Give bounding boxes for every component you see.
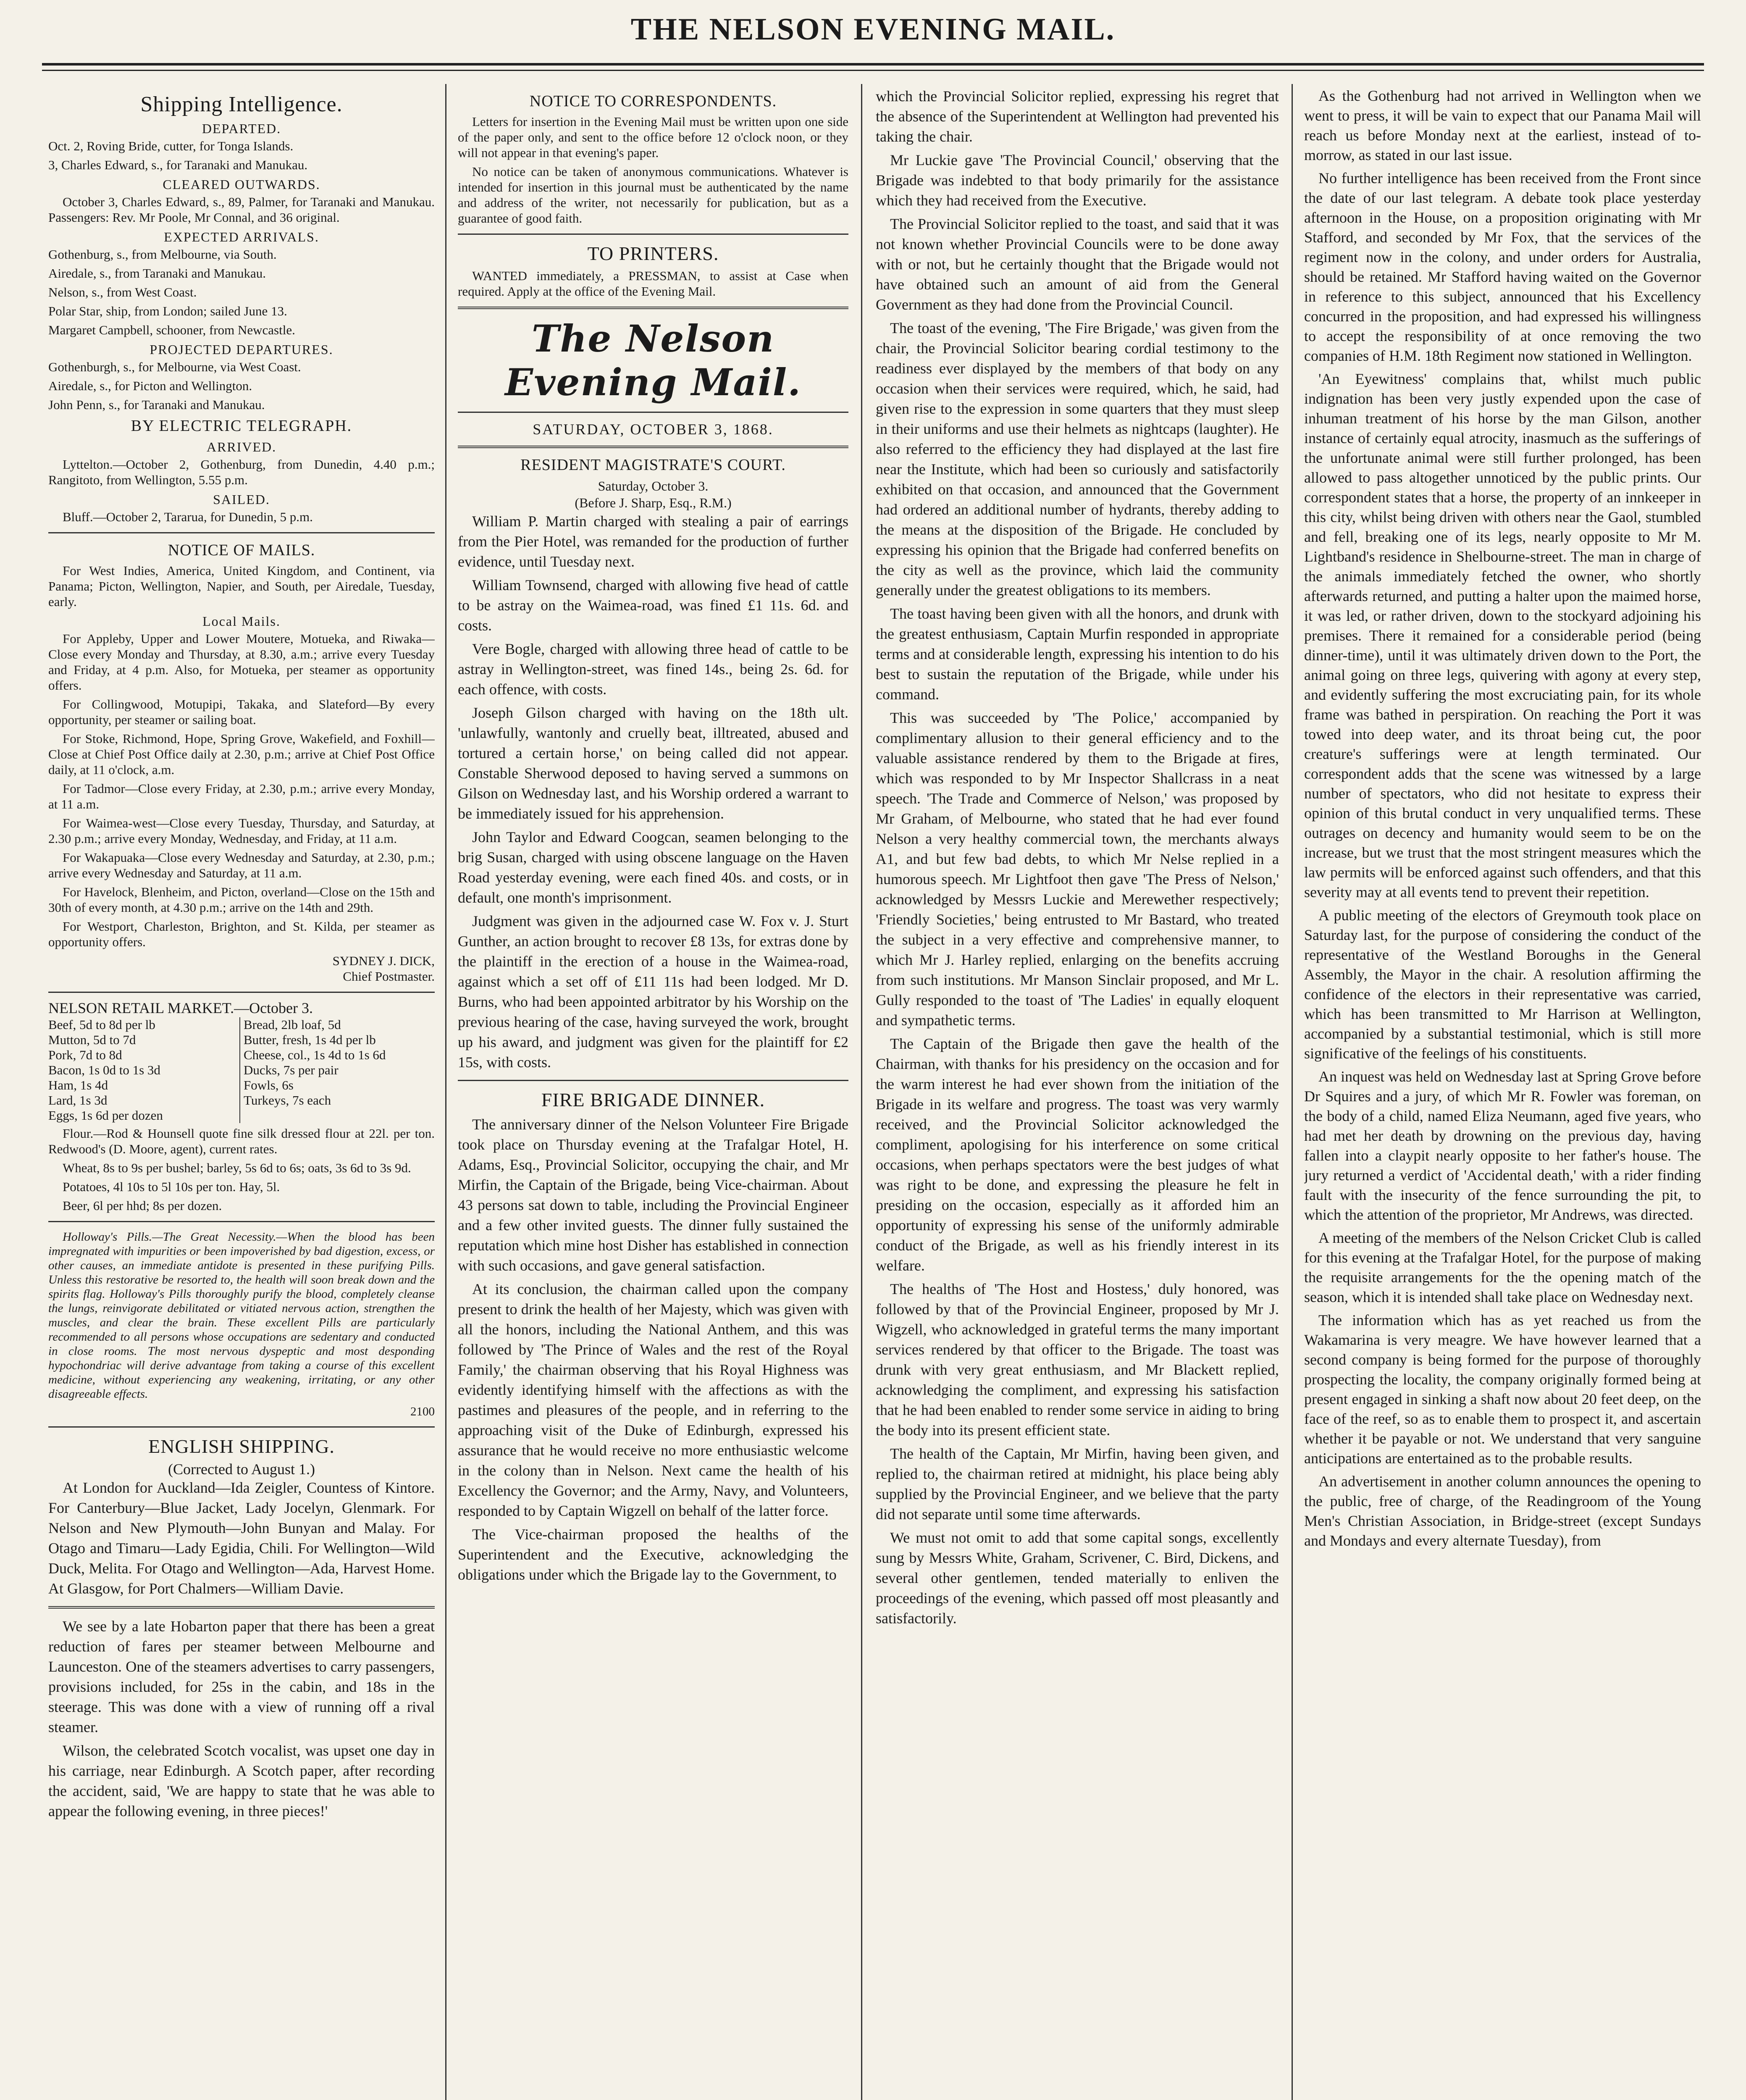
mail-item: For Waimea-west—Close every Tuesday, Thursday, and Saturday, at 2.30 p.m.; arrive every Monday, Wednesday, and Friday, at 11 a.m. <box>48 816 435 846</box>
dateline: SATURDAY, OCTOBER 3, 1868. <box>533 421 774 438</box>
article-paragraph: Mr Luckie gave 'The Provincial Council,' observing that the Brigade was indebted to that body primarily for the assistance which they had received from the Executive. <box>876 152 1279 209</box>
english-shipping-sub: (Corrected to August 1.) <box>168 1461 315 1478</box>
news-paragraph: As the Gothenburg had not arrived in Wellington when we went to press, it will be vain to expect that our Panama Mail will reach us before Monday next at the earliest, instead of to-morrow, as stated in our last issue. <box>1304 87 1701 163</box>
news-paragraph: No further intelligence has been received from the Front since the date of our last telegram. A debate took place yesterday afternoon in the House, on a proposition originating with Mr Stafford, and seconded by Mr Fox, that the services of the regiment now in the colony, and under orders for Australia, should be retained. Mr Stafford having waited on the Governor in reference to this subject, announced that his Excellency concurred in the proposition, and had expressed his willingness to accept the responsibility of at once removing the two companies of H.M. 18th Regiment now stationed in Wellington. <box>1304 170 1701 364</box>
local-mails-list <box>48 631 435 950</box>
projected-list <box>48 359 435 412</box>
notice-text: Letters for insertion in the Evening Mail must be written upon one side of the paper only, and sent to the office before 12 o'clock noon, or they will not appear in that evening's paper. <box>458 114 848 160</box>
fire-brigade-continued <box>876 86 1279 1628</box>
fire-brigade-report <box>458 1114 848 1585</box>
market-cell: Butter, fresh, 1s 4d per lb <box>239 1032 435 1047</box>
departed-heading: DEPARTED. <box>202 121 281 136</box>
mail-item: For Westport, Charleston, Brighton, and St. Kilda, per steamer as opportunity offers. <box>48 919 435 949</box>
market-row <box>48 1017 435 1032</box>
column-1 <box>48 86 435 2100</box>
advert-number: 2100 <box>410 1405 435 1418</box>
cleared-heading: CLEARED OUTWARDS. <box>163 177 320 192</box>
arrived-heading: ARRIVED. <box>206 439 277 454</box>
fire-paragraph: The Vice-chairman proposed the healths of the Superintendent and the Executive, acknowledging the obligations under which the Brigade lay to the Government, to <box>458 1526 848 1583</box>
court-bench: (Before J. Sharp, Esq., R.M.) <box>575 495 732 510</box>
market-row <box>48 1078 435 1093</box>
divider <box>48 1221 435 1222</box>
printers-advert: WANTED immediately, a PRESSMAN, to assist at Case when required. Apply at the office of the Evening Mail. <box>458 268 848 299</box>
court-date: Saturday, October 3. <box>598 478 709 494</box>
market-cell: Beef, 5d to 8d per lb <box>48 1017 155 1032</box>
article-paragraph: The healths of 'The Host and Hostess,' duly honored, was followed by that of the Provincial Engineer, proposed by Mr J. Wigzell, who acknowledged in grateful terms the many important services rendered by that officer to the Brigade. The toast was drunk with very great enthusiasm, and Mr Blackett replied, acknowledging the compliment, and expressing his satisfaction that he had been enabled to render some service in aiding to bring the body into its present efficient state. <box>876 1281 1279 1438</box>
article-paragraph: We must not omit to add that some capital songs, excellently sung by Messrs White, Graham, Scrivener, C. Bird, Dickens, and several other gentlemen, tended materially to enliven the proceedings of the evening, which passed off most pleasantly and satisfactorily. <box>876 1529 1279 1627</box>
article-paragraph: The Provincial Solicitor replied to the toast, and said that it was not known whether Provincial Councils were to be done away with or not, but he certainly thought that the Brigade would not have obtained such an amount of aid from the General Government as they had done from the Provincial Council. <box>876 215 1279 313</box>
news-paragraph: A public meeting of the electors of Greymouth took place on Saturday last, for the purpose of considering the conduct of the representative of the Westland Boroughs in the General Assembly, the Mayor in the chair. A resolution affirming the confidence of the electors in their representative was carried, which has been transmitted to Mr Harrison at Wellington, accompanied by a substantial testimonial, which is still more significative of the feelings of his constituents. <box>1304 907 1701 1062</box>
english-shipping-heading: ENGLISH SHIPPING. <box>148 1436 335 1457</box>
court-heading: RESIDENT MAGISTRATE'S COURT. <box>520 456 786 474</box>
market-text: Wheat, 8s to 9s per bushel; barley, 5s 6d to 6s; oats, 3s 6d to 3s 9d. <box>63 1160 411 1175</box>
shipping-title: Shipping Intelligence. <box>140 92 343 116</box>
news-paragraph: 'An Eyewitness' complains that, whilst much public indignation has been very justly expended upon the case of inhuman treatment of his horse by the man Gilson, another instance of certainly equal atrocity, inasmuch as the sufferings of the unfortunate animal were still further prolonged, has been allowed to pass altogether unnoticed by the public prints. Our correspondent states that a horse, the property of an innkeeper in this city, whilst being driven with others near the Gaol, stumbled and fell, breaking one of its legs, nearly opposite to Mr M. Lightband's residence in Shelbourne-street. The man in charge of the animals immediately fetched the owner, who shortly afterwards returned, and putting a halter upon the maimed horse, it was led, or rather driven, down to the stockyard adjoining his premises. There it remained for a considerable period (being dinner-time), until it was ultimately driven down to the Port, the animal going on three legs, quivering with agony at every step, and evidently suffering the most excruciating pain, for its whole frame was bathed in perspiration. On reaching the Port it was towed into deep water, and its throat being cut, the poor creature's sufferings were at length terminated. Our correspondent adds that the scene was witnessed by a large number of spectators, who did not hesitate to express their opinion of this brutal conduct in very unqualified terms. These outrages on decency and humanity would seem to be on the increase, but we trust that the most stringent measures which the law permits will be enforced against such offenders, and that this severity may at all events tend to prevent their repetition. <box>1304 370 1701 900</box>
divider <box>48 1606 435 1609</box>
court-paragraph: William Townsend, charged with allowing five head of cattle to be astray on the Waimea-road, was fined £1 11s. 6d. and costs. <box>458 577 848 634</box>
market-cell: Fowls, 6s <box>239 1078 435 1093</box>
article-paragraph: which the Provincial Solicitor replied, expressing his regret that the absence of the Superintendent at Wellington had prevented his taking the chair. <box>876 88 1279 145</box>
expected-item: Gothenburg, s., from Melbourne, via South. <box>48 247 277 262</box>
cleared-text: October 3, Charles Edward, s., 89, Palmer, for Taranaki and Manukau. Passengers: Rev. Mr Poole, Mr Connal, and 36 original. <box>48 194 435 225</box>
market-cell: Cheese, col., 1s 4d to 1s 6d <box>239 1047 435 1063</box>
article-paragraph: The toast of the evening, 'The Fire Brigade,' was given from the chair, the Provincial Solicitor bearing cordial testimony to the readiness ever displayed by the members of that body on any occasion when their services were required, which, he said, had given rise to the expression in some quarters that they must sleep in their uniforms and use their helmets as nightcaps (laughter). He also referred to the efficiency they had displayed at the last fire near the Institute, which had been so curiously and satisfactorily exhibited on that occasion, and announced that the Government had ordered an additional number of hydrants, thereby adding to the means at the disposition of the Brigade. He concluded by expressing his opinion that the Brigade had conferred benefits on the city as well as the province, which laid the community generally under the greatest obligations to its members. <box>876 320 1279 598</box>
market-cell: Pork, 7d to 8d <box>48 1047 122 1062</box>
market-cell <box>239 1108 435 1123</box>
court-report <box>458 511 848 1072</box>
divider <box>458 412 848 413</box>
divider <box>48 1426 435 1428</box>
market-text: Flour.—Rod & Hounsell quote fine silk dressed flour at 22l. per ton. Redwood's (D. Moore, agent), current rates. <box>48 1126 435 1156</box>
market-heading: NELSON RETAIL MARKET.—October 3. <box>48 1000 313 1016</box>
column-2 <box>458 86 848 2100</box>
notice-text: No notice can be taken of anonymous communications. Whatever is intended for insertion in this journal must be authenticated by the name and address of the writer, not necessarily for publication, but as a guarantee of good faith. <box>458 164 848 226</box>
expected-item: Polar Star, ship, from London; sailed June 13. <box>48 304 287 318</box>
expected-item: Nelson, s., from West Coast. <box>48 285 197 299</box>
masthead-rule <box>42 63 1704 71</box>
expected-item: Airedale, s., from Taranaki and Manukau. <box>48 266 266 281</box>
divider <box>458 234 848 235</box>
court-paragraph: Vere Bogle, charged with allowing three head of cattle to be astray in Wellington-street, was fined 14s., being 2s. 6d. for each offence, with costs. <box>458 640 848 698</box>
column-divider <box>861 84 862 2100</box>
market-row <box>48 1093 435 1108</box>
expected-item: Margaret Campbell, schooner, from Newcastle. <box>48 323 295 337</box>
telegraph-heading: BY ELECTRIC TELEGRAPH. <box>131 417 352 435</box>
mails-intro: For West Indies, America, United Kingdom, and Continent, via Panama; Picton, Wellington, Napier, and South, per Airedale, Tuesday, early. <box>48 563 435 609</box>
sailed-text: Bluff.—October 2, Tararua, for Dunedin, 5 p.m. <box>63 509 313 524</box>
news-paragraph: A meeting of the members of the Nelson Cricket Club is called for this evening at the Trafalgar Hotel, for the purpose of making the requisite arrangements for the the opening match of the season, which it is intended shall take place on Wednesday next. <box>1304 1229 1701 1305</box>
market-cell: Ham, 1s 4d <box>48 1078 108 1092</box>
mail-item: For Havelock, Blenheim, and Picton, overland—Close on the 15th and 30th of every month, at 4.30 p.m.; arrive on the 14th and 29th. <box>48 885 435 915</box>
departed-item: Oct. 2, Roving Bride, cutter, for Tonga Islands. <box>48 139 294 153</box>
article-paragraph: The Captain of the Brigade then gave the health of the Chairman, with thanks for his presidency on the occasion and for the warm interest he had ever shown from the initiation of the Brigade in its welfare and progress. The toast was very warmly received, and the Provincial Solicitor acknowledged the compliment, apologising for his interference on some critical occasions, when perhaps spectators were the best judges of what was right to be done, and expressing the pleasure he felt in presiding on the occasion, especially as it afforded him an opportunity of expressing his sense of the uniformly admirable conduct of the Brigade, as well as his friendly interest in its welfare. <box>876 1035 1279 1274</box>
article-paragraph: This was succeeded by 'The Police,' accompanied by complimentary allusion to their general efficiency and to the valuable assistance rendered by them to the Brigade at fires, which was responded to by Mr Inspector Shallcrass in a neat speech. 'The Trade and Commerce of Nelson,' was proposed by Mr Graham, of Melbourne, who stated that he had ever found Nelson a very healthy commercial town, the merchants always A1, and but few bad debts, to which Mr Nelse replied in a humorous speech. Mr Lightfoot then gave 'The Press of Nelson,' acknowledged by Messrs Luckie and Merewether respectively; 'Friendly Societies,' being entrusted to Mr Bastard, who treated the subject in a very effective and comprehensive manner, to which Mr J. Harley replied, enlarging on the benefits accruing from such institutions. Mr Manson Sinclair proposed, and Mr L. Gully responded to the toast of 'The Ladies' in equally eloquent and sympathetic terms. <box>876 709 1279 1029</box>
column-3 <box>876 86 1279 2100</box>
hobart-paragraph: We see by a late Hobarton paper that there has been a great reduction of fares per steamer between Melbourne and Launceston. One of the steamers advertises to carry passengers, provisions included, for 25s in the cabin, and 18s in the steerage. This was done with a view of running off a rival steamer. <box>48 1618 435 1735</box>
market-text: Potatoes, 4l 10s to 5l 10s per ton. Hay, 5l. <box>63 1179 280 1194</box>
paper-title: The Nelson Evening Mail. <box>505 317 801 404</box>
mail-item: For Appleby, Upper and Lower Moutere, Motueka, and Riwaka—Close every Monday and Thursday, at 8.30, a.m.; arrive every Tuesday and Friday, at 4 p.m. Also, for Motueka, per steamer as opportunity offers. <box>48 631 435 693</box>
departed-item: 3, Charles Edward, s., for Taranaki and Manukau. <box>48 158 308 172</box>
market-cell: Mutton, 5d to 7d <box>48 1032 136 1047</box>
expected-heading: EXPECTED ARRIVALS. <box>164 229 319 244</box>
masthead: THE NELSON EVENING MAIL. <box>630 12 1116 47</box>
divider <box>458 1080 848 1081</box>
expected-list <box>48 247 435 338</box>
court-paragraph: John Taylor and Edward Coogcan, seamen belonging to the brig Susan, charged with using obscene language on the Haven Road yesterday evening, were each fined 40s. and costs, or in default, one month's imprisonment. <box>458 829 848 906</box>
holloway-advert: Holloway's Pills.—The Great Necessity.—When the blood has been impregnated with impurities or been impoverished by bad digestion, excess, or other causes, an immediate antidote is presented in these purifying Pills. Unless this restorative be resorted to, the health will soon break down and the spirits flag. Holloway's Pills thoroughly purify the blood, completely cleanse the lungs, reinvigorate debilitated or vitiated nervous action, strengthen the muscles, and clear the brain. These excellent Pills are particularly recommended to all persons whose occupations are sedentary and conducted in close rooms. The most nervous dyspeptic and most desponding hypochondriac will derive advantage from taking a course of this excellent medicine, without experiencing any weakening, irritating, or any other disagreeable effects. <box>48 1230 435 1401</box>
wilson-paragraph: Wilson, the celebrated Scotch vocalist, was upset one day in his carriage, near Edinburgh. A Scotch paper, after recording the accident, said, 'We are happy to state that he was able to appear the following evening, in three pieces!' <box>48 1742 435 1819</box>
column-divider <box>1292 84 1293 2100</box>
court-paragraph: Joseph Gilson charged with having on the 18th ult. 'unlawfully, wantonly and cruelly beat, illtreated, abused and tortured a certain horse,' on being called did not appear. Constable Sherwood deposed to having served a summons on Gilson on Wednesday last, and his Worship ordered a warrant to be immediately issued for his apprehension. <box>458 704 848 822</box>
english-shipping-text: At London for Auckland—Ida Zeigler, Countess of Kintore. For Canterbury—Blue Jacket, Lady Jocelyn, Glenmark. For Nelson and New Plymouth—John Bunyan and Malay. For Otago and Timaru—Lady Egidia, Chili. For Wellington—Wild Duck, Melita. For Otago and Wellington—Ada, Harvest Home. At Glasgow, for Port Chalmers—William Davie. <box>48 1479 435 1597</box>
mails-heading: NOTICE OF MAILS. <box>168 541 315 559</box>
arrived-text: Lyttelton.—October 2, Gothenburg, from Dunedin, 4.40 p.m.; Rangitoto, from Wellington, 5.55 p.m. <box>48 457 435 487</box>
sailed-heading: SAILED. <box>213 492 270 507</box>
court-paragraph: William P. Martin charged with stealing a pair of earrings from the Pier Hotel, was remanded for the production of further evidence, until Tuesday next. <box>458 513 848 570</box>
court-paragraph: Judgment was given in the adjourned case W. Fox v. J. Sturt Gunther, an action brought to recover £8 13s, for extras done by the plaintiff in the erection of a house in the Waimea-road, against which a set off of £11 11s had been lodged. Mr D. Burns, who had been appointed arbitrator by his Worship on the previous hearing of the case, having surveyed the work, brought up his award, and judgment was given for the plaintiff for £2 15s, with costs. <box>458 913 848 1071</box>
market-text: Beer, 6l per hhd; 8s per dozen. <box>63 1198 222 1213</box>
column-4 <box>1304 86 1701 2100</box>
market-cell: Lard, 1s 3d <box>48 1093 108 1108</box>
news-paragraph: The information which has as yet reached us from the Wakamarina is very meagre. We have however learned that a second company is being formed for the purpose of thoroughly prospecting the locality, the company originally formed being at present engaged in sinking a shaft now about 20 feet deep, on the face of the reef, so as to enable them to prospect it, and ascertain whether it be payable or not. We understand that very sanguine anticipations are entertained as to the probable results. <box>1304 1312 1701 1467</box>
mail-item: For Collingwood, Motupipi, Takaka, and Slateford—By every opportunity, per steamer or sailing boat. <box>48 697 435 727</box>
postmaster-name: SYDNEY J. DICK, <box>332 953 435 968</box>
notice-heading: NOTICE TO CORRESPONDENTS. <box>529 92 777 110</box>
fire-brigade-heading: FIRE BRIGADE DINNER. <box>541 1089 765 1110</box>
fire-paragraph: At its conclusion, the chairman called upon the company present to drink the health of her Majesty, which was given with all the honors, including the National Anthem, and this was followed by 'The Prince of Wales and the rest of the Royal Family,' the chairman observing that his Royal Highness was evidently identifying himself with the affections as with the pastimes and pleasures of the people, and in referring to the approaching visit of the Duke of Edinburgh, expressed his assurance that he would receive no more enthusiastic welcome in the colony than in Nelson. Next came the health of his Excellency the Governor; and the Army, Navy, and Volunteers, responded to by Captain Wigzell on behalf of the latter force. <box>458 1281 848 1519</box>
divider <box>458 446 848 448</box>
article-paragraph: The health of the Captain, Mr Mirfin, having been given, and replied to, the chairman retired at midnight, his place being ably supplied by the Provincial Engineer, and we believe that the party did not separate until some time afterwards. <box>876 1445 1279 1522</box>
printers-heading: TO PRINTERS. <box>587 243 719 264</box>
divider <box>458 307 848 309</box>
departed-list <box>48 138 435 173</box>
news-paragraph: An advertisement in another column announces the opening to the public, free of charge, of the Readingroom of the Young Men's Christian Association, in Bridge-street (except Sundays and Mondays and every alternate Tuesday), from <box>1304 1473 1701 1549</box>
market-row <box>48 1032 435 1047</box>
projected-item: Airedale, s., for Picton and Wellington. <box>48 378 252 393</box>
postmaster-title: Chief Postmaster. <box>343 969 435 984</box>
market-row <box>48 1063 435 1078</box>
news-paragraph: An inquest was held on Wednesday last at Spring Grove before Dr Squires and a jury, of which Mr R. Fowler was foreman, on the body of a child, named Eliza Neumann, aged five years, who had met her death by drowning on the previous day, having fallen into a claypit nearly opposite to her father's house. The jury returned a verdict of 'Accidental death,' with a rider finding fault with the insecurity of the fence surrounding the pit, to which the attention of the proprietor, Mr Andrews, was directed. <box>1304 1068 1701 1223</box>
article-paragraph: The toast having been given with all the honors, and drunk with the greatest enthusiasm, Captain Murfin responded in appropriate terms and at considerable length, expressing his intention to do his best to sustain the reputation of the Brigade, while under his command. <box>876 605 1279 703</box>
projected-item: John Penn, s., for Taranaki and Manukau. <box>48 397 265 412</box>
market-report <box>48 1000 435 1213</box>
market-cell: Bacon, 1s 0d to 1s 3d <box>48 1063 160 1077</box>
mail-item: For Wakapuaka—Close every Wednesday and Saturday, at 2.30, p.m.; arrive every Wednesday and Saturday, at 11 a.m. <box>48 850 435 880</box>
mail-item: For Tadmor—Close every Friday, at 2.30, p.m.; arrive every Monday, at 11 a.m. <box>48 781 435 811</box>
market-cell: Eggs, 1s 6d per dozen <box>48 1108 163 1123</box>
market-cell: Bread, 2lb loaf, 5d <box>239 1017 435 1032</box>
local-mails-heading: Local Mails. <box>202 614 281 629</box>
market-row <box>48 1047 435 1063</box>
column-divider <box>445 84 446 2100</box>
news-items <box>1304 86 1701 1551</box>
market-cell: Turkeys, 7s each <box>239 1093 435 1108</box>
fire-paragraph: The anniversary dinner of the Nelson Volunteer Fire Brigade took place on Thursday evening at the Trafalgar Hotel, H. Adams, Esq., Provincial Solicitor, occupying the chair, and Mr Mirfin, the Captain of the Brigade, being Vice-chairman. About 43 persons sat down to table, including the Provincial Engineer and a few other invited guests. The dinner fully sustained the reputation which mine host Disher has established in connection with such occasions, and gave general satisfaction. <box>458 1116 848 1274</box>
mail-item: For Stoke, Richmond, Hope, Spring Grove, Wakefield, and Foxhill—Close at Chief Post Office daily at 2.30, p.m.; arrive at Chief Post Office daily, at 11 o'clock, a.m. <box>48 731 435 777</box>
market-cell: Ducks, 7s per pair <box>239 1063 435 1078</box>
market-row <box>48 1108 435 1123</box>
projected-item: Gothenburgh, s., for Melbourne, via West Coast. <box>48 360 301 374</box>
divider <box>48 992 435 993</box>
projected-heading: PROJECTED DEPARTURES. <box>150 342 333 357</box>
divider <box>48 532 435 533</box>
